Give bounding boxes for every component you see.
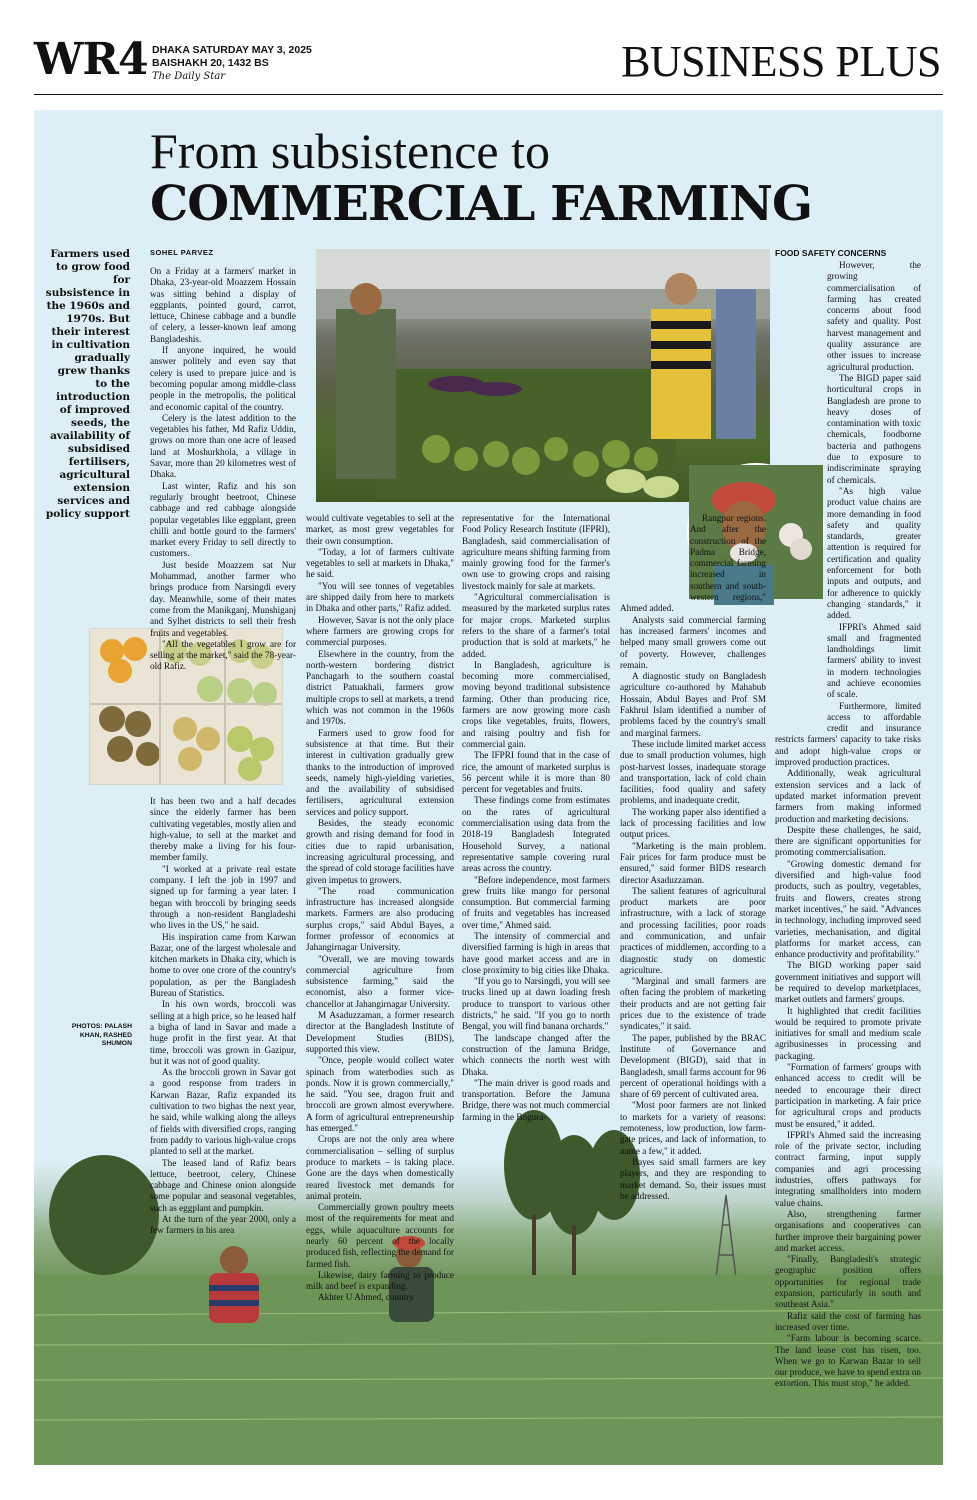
paragraph: These include limited market access due to small production volumes, high post-harvest losses, inadequate storage and transportation, lack of cold chain facilities, food quality and safety problems, and inadequate credit. [620, 738, 766, 806]
paragraph: "Farm labour is becoming scarce. The land lease cost has risen, too. When we go to Karwan Bazar to sell our produce, we have to spend extra on extortion. This must stop," he added. [775, 1333, 921, 1389]
date-line: DHAKA SATURDAY MAY 3, 2025 [152, 44, 312, 56]
paragraph: In Bangladesh, agriculture is becoming more commercialised, moving beyond traditional subsistence farming. Other than producing rice, farmers are now growing more cash crops like vegetables, fruits, flowers, and raising poultry and fish for commercial gain. [462, 659, 610, 749]
paragraph: His inspiration came from Karwan Bazar, one of the largest wholesale and kitchen markets in Dhaka city, which is home to over one crore of the country's population, as per the Bangladesh Bureau of Statistics. [150, 931, 296, 999]
paragraph: "Once, people would collect water spinach from waterbodies such as ponds. Now it is grown commercially," he said. "You see, dragon fruit and broccoli are grown almost everywhere. A form of agricultural entrepreneurship has emerged." [306, 1055, 454, 1134]
paragraph: Farmers used to grow food for subsistence at that time. But their interest in cultivation gradually grew thanks to the introduction of improved seeds, namely high-yielding varieties, and the availability of subsidised fertilisers, agricultural extension services and policy support. [306, 727, 454, 817]
paragraph: Celery is the latest addition to the vegetables his father, Md Rafiz Uddin, grows on more than one acre of leased land at Moshurkhola, a village in Savar, more than 20 kilometres west of Dhaka. [150, 412, 296, 480]
paragraph: However, Savar is not the only place where farmers are growing crops for commercial purposes. [306, 614, 454, 648]
paragraph: The salient features of agricultural product markets are poor infrastructure, with a lack of storage and processing facilities, poor roads and communication, and unfair practices of middlemen, according to a diagnostic study on domestic agriculture. [620, 885, 766, 975]
paragraph: Likewise, dairy farming to produce milk and beef is expanding. [306, 1269, 454, 1292]
paragraph: "As high value product value chains are more demanding in food safety and quality standards, greater attention is required for certification and quality enforcement for both inputs and outputs, and for adherence to quickly changing standards," it added. [827, 485, 921, 621]
paragraph: "You will see tonnes of vegetables are shipped daily from here to markets in Dhaka and other parts," Rafiz added. [306, 580, 454, 614]
paragraph: Despite these challenges, he said, there are significant opportunities for promoting commercialisation. [775, 824, 921, 858]
paragraph: Rafiz said the cost of farming has increased over time. [775, 1310, 921, 1332]
headline-line1: From subsistence to [150, 123, 550, 179]
paragraph: The landscape changed after the construction of the Jamuna Bridge, which connects the north west with Dhaka. [462, 1032, 610, 1077]
paragraph: "Formation of farmers' groups with enhanced access to credit will be needed to encourage their direct participation in marketing. A fair price for agricultural crops and products must be ensured," it added. [775, 1062, 921, 1129]
paragraph: Besides, the steady economic growth and rising demand for food in cities due to rapid urbanisation, increasing agricultural processing, and the spread of cold storage facilities have given impetus to growers. [306, 818, 454, 885]
headline-line2: COMMERCIAL FARMING [150, 176, 812, 232]
paragraph: "Overall, we are moving towards commercial agriculture from subsistence farming," said the economist, also a former vice-chancellor at Jahangirnagar University. [306, 953, 454, 1009]
paragraph: "The main driver is good roads and transportation. Before the Jamuna Bridge, there was not much commercial farming in the Bogura- [462, 1077, 610, 1122]
paragraph: "All the vegetables I grow are for selling at the market," said the 78-year-old Rafiz. [150, 638, 296, 672]
paragraph: "Marginal and small farmers are often facing the problem of marketing their products and are not getting fair prices due to the existence of trade syndicates," it said. [620, 976, 766, 1032]
paragraph: The BIGD working paper said government initiatives and support will be required to develop marketplaces, market outlets and farmers' groups. [775, 960, 921, 1005]
paragraph: would cultivate vegetables to sell at the market, as most grew vegetables for their own consumption. [306, 513, 454, 546]
page-number: WR4 [34, 34, 148, 85]
paragraph: IFPRI's Ahmed said the increasing role of the private sector, including contract farming, input supply companies and agri processing industries, offers pathways for integrating smallholders into modern value chains. [775, 1129, 921, 1208]
paragraph: As the broccoli grown in Savar got a good response from traders in Karwan Bazar, Rafiz expanded its cultivation to two bighas the next year, he said, while walking along the alleys of fields with diversified crops, ranging from paddy to various high-value crops planted to sell at the market. [150, 1067, 296, 1157]
paragraph: The intensity of commercial and diversified farming is high in areas that have good market access and are in close proximity to big cities like Dhaka. [462, 930, 610, 975]
bangla-date: BAISHAKH 20, 1432 BS [152, 57, 269, 69]
paragraph: "Most poor farmers are not linked to markets for a variety of reasons: remoteness, low production, low farm-gate prices, and lack of information, to name a few," it added. [620, 1100, 766, 1156]
paragraph: "Marketing is the main problem. Fair prices for farm produce must be ensured," said former BIDS research director Asaduzzaman. [620, 840, 766, 885]
column-1-bottom [150, 796, 296, 1236]
photo-credit: PHOTOS: PALASH KHAN, RASHED SHUMON [71, 1023, 132, 1047]
paragraph: At the turn of the year 2000, only a few farmers in his area [150, 1213, 296, 1236]
paragraph: Elsewhere in the country, from the north-western bordering district Panchagarh to the southern coastal district Patuakhali, farmers grow multiple crops to sell at markets, a trend which was not common in the 1960s and 1970s. [306, 648, 454, 727]
paragraph: IFPRI's Ahmed said small and fragmented landholdings limit farmers' ability to invest in modern technologies and achieve economies of scale. [827, 621, 921, 700]
paragraph: Analysts said commercial farming has increased farmers' incomes and helped many small growers come out of poverty. However, challenges remain. [620, 614, 766, 670]
paragraph: The paper, published by the BRAC Institute of Governance and Development (BIGD), said that in Bangladesh, small farms account for 96 percent of operational holdings with a share of 69 percent of cultivated area. [620, 1032, 766, 1100]
paragraph: The working paper also identified a lack of processing facilities and low output prices. [620, 806, 766, 840]
paragraph: Just beside Moazzem sat Nur Mohammad, another farmer who brings produce from Narsingdi every day. Meanwhile, some of their mates come from the Manikganj, Munshiganj and Sylhet districts to sell their fresh fruits and vegetables. [150, 559, 296, 638]
header-rule [34, 94, 943, 95]
paragraph: A diagnostic study on Bangladesh agriculture co-authored by Mahabub Hossain, Abdul Bayes and Prof SM Fakhrul Islam identified a number of problems faced by the country's small and marginal farmers. [620, 671, 766, 738]
paragraph: On a Friday at a farmers' market in Dhaka, 23-year-old Moazzem Hossain was sitting behind a display of eggplants, pointed gourd, carrot, lettuce, Chinese cabbage and a bundle of celery, a lesser-known leaf among Bangladeshis. [150, 266, 296, 344]
paragraph: "Before independence, most farmers grew fruits like mango for personal consumption. But commercial farming of fruits and vegetables has increased over time," Ahmed said. [462, 874, 610, 930]
column-4 [620, 513, 766, 1201]
paragraph: If anyone inquired, he would answer politely and even say that celery is used to prepare juice and is becoming popular among middle-class people in the metropolis, the political and economic capital of the country. [150, 345, 296, 412]
paragraph: The IFPRI found that in the case of rice, the amount of marketed surplus is 56 percent while it is more than 80 percent for vegetables and fruits. [462, 750, 610, 795]
paragraph: Akhter U Ahmed, country [318, 1292, 414, 1303]
paragraph: "If you go to Narsingdi, you will see trucks lined up at dawn loading fresh produce to transport to various other districts," he said. "If you go to north Bengal, you will find banana orchards." [462, 976, 610, 1032]
paragraph: Also, strengthening farmer organisations and cooperatives can further improve their bargaining power and market access. [775, 1208, 921, 1253]
page-header [0, 0, 977, 100]
paragraph: "Today, a lot of farmers cultivate vegetables to sell at markets in Dhaka," he said. [306, 546, 454, 580]
food-safety-heading: FOOD SAFETY CONCERNS [775, 248, 887, 258]
paragraph: The BIGD paper said horticultural crops in Bangladesh are prone to heavy doses of contamination with toxic chemicals, foodborne bacteria and pathogens due to exposure to indiscriminate spraying of chemicals. [827, 372, 921, 485]
paragraph: "I worked at a private real estate company. I left the job in 1997 and signed up for farming a year later. I began with broccoli by bringing seeds through a non-resident Bangladeshi who lives in the US," he said. [150, 863, 296, 931]
portrait-wrap-space [620, 513, 690, 599]
paragraph: "The road communication infrastructure has increased alongside markets. Farmers are also producing surplus crops," said Abdul Bayes, a former professor of economics at Jahangirnagar University. [306, 885, 454, 953]
paragraph: The leased land of Rafiz bears lettuce, beetroot, celery, Chinese cabbage and Chinese onion alongside some popular and seasonal vegetables, such as eggplant and pumpkin. [150, 1157, 296, 1213]
paragraph: Bayes said small farmers are key players, and they are responding to market demand. So, their issues must be addressed. [620, 1156, 766, 1201]
column-2 [306, 513, 454, 1303]
paragraph: Commercially grown poultry meets most of the requirements for meat and eggs, while aquaculture accounts for nearly 60 percent of the locally produced fish, reflecting the demand for farmed fish. [306, 1202, 454, 1269]
section-title: BUSINESS PLUS [621, 37, 941, 86]
paragraph: M Asaduzzaman, a former research director at the Bangladesh Institute of Development Studies (BIDS), supported this view. [306, 1010, 454, 1054]
paragraph: "Growing domestic demand for diversified and high-value food products, such as poultry, vegetables, fruits and flowers, creates strong market incentives," he said. "Advances in technology, including improved seed varieties, mechanisation, and digital platforms for market access, can enhance productivity and profitability." [775, 858, 921, 960]
article-deck: Farmers used to grow food for subsistence in the 1960s and 1970s. But their interest in cultivation gradually grew thanks to the introduction of improved seeds, the availability of subsidised fertilisers, agricultural extension services and policy support [45, 248, 130, 520]
byline: SOHEL PARVEZ [150, 248, 214, 257]
paragraph: "Agricultural commercialisation is measured by the marketed surplus rates for major crops. Marketed surplus refers to the share of a farmer's total production that is sold at markets," he added. [462, 592, 610, 659]
paragraph: It highlighted that credit facilities would be required to promote private initiatives for small and medium scale agribusinesses in processing and packaging. [775, 1005, 921, 1061]
paragraph: Crops are not the only area where commercialisation – selling of surplus produce to markets – is taking place. Gone are the days when domestically reared livestock met demands for animal protein. [306, 1134, 454, 1201]
date-block [152, 44, 312, 83]
paragraph: It has been two and a half decades since the elderly farmer has been cultivating vegetables, mostly alien and high-value, to sell at the market and thereby make a living for his four-member family. [150, 796, 296, 863]
paragraph: representative for the International Food Policy Research Institute (IFPRI), Bangladesh, said commercialisation of agriculture means shifting farming from mainly growing food for the farmer's own use to growing crops and raising livestock mainly for sale at markets. [462, 513, 610, 591]
paragraph: "Finally, Bangladesh's strategic geographic position offers opportunities for regional trade expansion, particularly in south and southeast Asia." [775, 1254, 921, 1310]
paragraph: Rangpur regions. And after the construction of the Padma Bridge, commercial farming increased in southern and south-western regions," Ahmed added. [620, 513, 766, 614]
masthead-logo: The Daily Star [152, 71, 226, 82]
paragraph: Additionally, weak agricultural extension services and a lack of updated market information prevent farmers from making informed production and marketing decisions. [775, 768, 921, 824]
paragraph: In his own words, broccoli was selling at a high price, so he leased half a bigha of land in Savar and made a huge profit in the first year. At that time, broccoli was grown in Gazipur, but it was not of good quality. [150, 999, 296, 1066]
paragraph: Furthermore, limited access to affordable credit and insurance restricts farmers' capacity to take risks and adopt high-value crops or improved production practices. [775, 700, 921, 768]
column-3 [462, 513, 610, 1122]
paragraph: These findings come from estimates on the rates of agricultural commercialisation using data from the 2018-19 Bangladesh Integrated Household Survey, a national representative sample covering rural areas across the country. [462, 795, 610, 874]
column-5 [775, 260, 921, 1389]
portrait-wrap-space [775, 460, 827, 730]
paragraph: However, the growing commercialisation of farming has created concerns about food safety and quality. Post harvest management and quality assurance are other issues to increase agricultural production. [827, 260, 921, 372]
column-1-top [150, 266, 296, 672]
paragraph: Last winter, Rafiz and his son regularly brought beetroot, Chinese cabbage and red cabbage alongside popular vegetables like eggplant, green chilli and bottle gourd to the farmers' market every Friday to sell directly to customers. [150, 480, 296, 559]
